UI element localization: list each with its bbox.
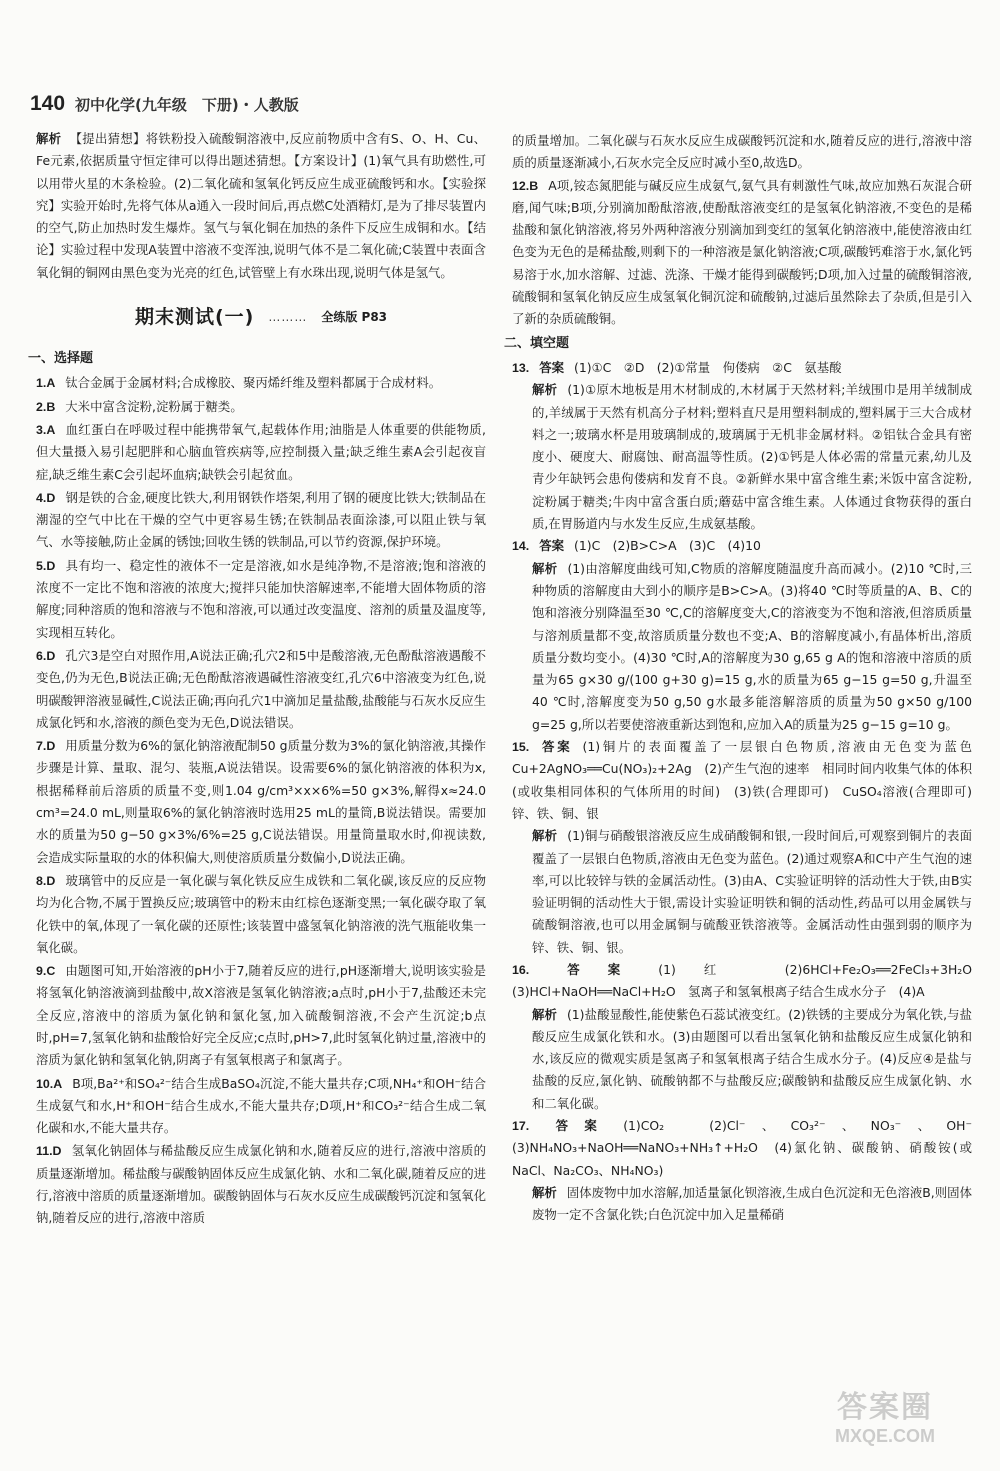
explanation-text: (1)由溶解度曲线可知,C物质的溶解度随温度升高而减小。(2)10 ℃时,三种物质的溶解度由大到小的顺序是B>C>A。(3)将40 ℃时等质量的A、B、C的饱和溶液分别降温至30 ℃,C的溶解度变大,C的溶液变为不饱和溶液,但溶质质量与溶剂质量都不变,故溶质质量分数也不变;A、B的溶解度减小,有晶体析出,溶质质量分数均变小。(4)30 ℃时,A的溶解度为30 g,65 g A的饱和溶液中溶质的质量为65 g×30 g/(100 g+30 g)=15 g,水的质量为65 g−15 g=50 g,升温至40 ℃时,溶解度变为50 g,50 g水最多能溶解溶质的质量为50 g×50 g/100 g=25 g,所以若要使溶液重新达到饱和,应加入A的质量为25 g−15 g=10 g。 xyxy=(532,560,973,732)
question-13 xyxy=(512,357,972,535)
intro-text: 【提出猜想】将铁粉投入硫酸铜溶液中,反应前物质中含有S、O、H、Cu、Fe元素,依据质量守恒定律可以得出题述猜想。【方案设计】(1)氧气具有助燃性,可以用带火星的木条检验。(2)二氧化硫和氢氧化钙反应生成亚硫酸钙和水。【实验探究】实验开始时,先将气体从a通入一段时间后,再点燃C处酒精灯,是为了排尽装置内的空气,防止加热时发生爆炸。氢气与氧化铜在加热的条件下反应生成铜和水。【结论】实验过程中发现A装置中溶液不变浑浊,说明气体不是二氧化硫;C装置中表面含氧化铜的铜网由黑色变为光亮的红色,试管壁上有水珠出现,说明气体是氢气。 xyxy=(36,131,486,280)
answer-text: (1)铜片的表面覆盖了一层银白色物质,溶液由无色变为蓝色 Cu+2AgNO₃══Cu(NO₃)₂+2Ag (2)产生气泡的速率 相同时间内收集气体的体积(或收集相同体积的气体所用的时间) (3)铁(合理即可) CuSO₄溶液(合理即可) 锌、铁、铜、银 xyxy=(512,739,985,821)
answer-label: 答案 xyxy=(539,538,565,554)
answer-label: 答案 xyxy=(539,1118,614,1134)
section-title-choice: 一、选择题 xyxy=(28,351,94,367)
list-item xyxy=(512,175,972,331)
explanation-label: 解析 xyxy=(532,382,558,398)
explanation-text: (1)铜与硝酸银溶液反应生成硝酸铜和银,一段时间后,可观察到铜片的表面覆盖了一层银白色物质,溶液由无色变为蓝色。(2)通过观察A和C中产生气泡的速率,可以比较锌与铁的金属活动性。(3)由A、C实验证明锌的活动性大于铁,由B实验证明铜的活动性大于银,需设计实验证明铁和铜的活动性,药品可以用金属铁与硫酸铜溶液,也可以用金属铜与硫酸亚铁溶液等。金属活动性由强到弱的顺序为锌、铁、铜、银。 xyxy=(532,828,973,955)
explanation-line xyxy=(512,1182,972,1227)
answer-label: 答案 xyxy=(539,961,649,977)
list-item xyxy=(36,487,486,554)
item-number: 1.A xyxy=(36,376,56,391)
answer-text: (1)C (2)B>C>A (3)C (4)10 xyxy=(574,538,761,554)
intro-lead: 解析 xyxy=(36,131,62,146)
answer-line xyxy=(512,736,985,825)
item-text: 大米中富含淀粉,淀粉属于糖类。 xyxy=(65,398,243,414)
answer-line xyxy=(512,535,972,557)
item-text: 玻璃管中的反应是一氧化碳与氧化铁反应生成铁和二氧化碳,该反应的反应物均为化合物,不属于置换反应;玻璃管中的粉末由红棕色逐渐变黑;一氧化碳夺取了氧化铁中的氧,体现了一氧化碳的还原性;该装置中盛氢氧化钠溶液的洗气瓶能收集一氧化碳。 xyxy=(36,872,486,955)
right-column xyxy=(504,130,985,1227)
item-number: 4.D xyxy=(36,490,56,505)
item-number: 8.D xyxy=(36,873,56,888)
item-number: 16. xyxy=(512,962,530,977)
explanation-text: 固体废物中加水溶解,加适量氯化钡溶液,生成白色沉淀和无色溶液B,则固体废物一定不含氯化铁;白色沉淀中加入足量稀硝 xyxy=(532,1184,972,1223)
item-number: 5.D xyxy=(36,558,56,573)
question-17 xyxy=(512,1115,985,1226)
list-item xyxy=(36,372,486,394)
explanation-label: 解析 xyxy=(532,828,558,844)
answer-label: 答案 xyxy=(539,739,573,755)
left-column xyxy=(28,128,487,1231)
watermark-domain: MXQE.COM xyxy=(834,1425,935,1446)
list-item xyxy=(36,419,486,486)
item-text: 钢是铁的合金,硬度比铁大,利用钢铁作塔架,利用了钢的硬度比铁大;铁制品在潮湿的空气中比在干燥的空气中更容易生锈;在铁制品表面涂漆,可以阻止铁与氧气、水等接触,防止金属的锈蚀;回收生锈的铁制品,可以节约资源,保护环境。 xyxy=(36,489,486,550)
answer-text: (1)①C ②D (2)①常量 佝偻病 ②C 氨基酸 xyxy=(574,359,842,375)
list-item xyxy=(36,1073,486,1140)
watermark-text: 答案圈 xyxy=(837,1389,933,1425)
answer-line xyxy=(512,357,972,379)
exam-title: 期末测试(一) xyxy=(134,305,255,328)
list-item xyxy=(36,870,486,959)
answer-text: (1)CO₂ (2)Cl⁻、CO₃²⁻、NO₃⁻、OH⁻ (3)NH₄NO₃+NaOH══NaNO₃+NH₃↑+H₂O (4)氯化钠、碳酸钠、硝酸铵(或NaCl、Na₂CO₃、NH₄NO₃) xyxy=(512,1118,985,1178)
item-text: 用质量分数为6%的氯化钠溶液配制50 g质量分数为3%的氯化钠溶液,其操作步骤是计算、量取、混匀、装瓶,A说法错误。设需要6%的氯化钠溶液的体积为x,根据稀释前后溶质的质量不变,则1.04 g/cm³×x×6%=50 g×3%,解得x≈24.0 cm³=24.0 mL,则量取6%的氯化钠溶液时选用25 mL的量筒,B说法错误。需要加水的质量为50 g−50 g×3%/6%=25 g,C说法错误。用量筒量取水时,仰视读数,会造成实际量取的水的体积偏大,则使溶质质量分数偏小,D说法正确。 xyxy=(36,738,486,865)
item-number: 14. xyxy=(512,539,530,554)
item-number: 11.D xyxy=(36,1144,62,1159)
page-header xyxy=(30,92,299,118)
item-number: 9.C xyxy=(36,964,56,979)
exam-reference: 全练版 P83 xyxy=(321,309,388,324)
item-text: 由题图可知,开始溶液的pH小于7,随着反应的进行,pH逐渐增大,说明该实验是将氢氧化钠溶液滴到盐酸中,故X溶液是氢氧化钠溶液;a点时,pH小于7,盐酸还未完全反应,溶液中的溶质为氯化钠和氯化氢,加入硫酸铜溶液,不会产生沉淀;b点时,pH=7,氢氧化钠和盐酸恰好完全反应;c点时,pH>7,此时氢氧化钠过量,溶液中的溶质为氯化钠和氢氧化钠,阴离子有氢氧根离子和氯离子。 xyxy=(36,963,486,1068)
page-number: 140 xyxy=(30,92,66,115)
item-number: 6.D xyxy=(36,648,56,663)
item-text: B项,Ba²⁺和SO₄²⁻结合生成BaSO₄沉淀,不能大量共存;C项,NH₄⁺和OH⁻结合生成氨气和水,H⁺和OH⁻结合生成水,不能大量共存;D项,H⁺和CO₃²⁻结合生成二氧化碳和水,不能大量共存。 xyxy=(36,1075,486,1136)
intro-paragraph xyxy=(36,128,486,284)
title-dots: ……… xyxy=(268,309,308,324)
explanation-line xyxy=(512,558,972,736)
explanation-text: (1)盐酸显酸性,能使紫色石蕊试液变红。(2)铁锈的主要成分为氧化铁,与盐酸反应生成氯化铁和水。(3)由题图可以看出氢氧化钠和盐酸反应生成氯化钠和水,该反应的微观实质是氢离子和氢氧根离子结合生成水分子。(4)反应④是盐与盐酸的反应,氯化钠、硫酸钠都不与盐酸反应;碳酸钠和盐酸反应生成氯化钠、水和二氧化碳。 xyxy=(532,1006,972,1111)
item-text: 血红蛋白在呼吸过程中能携带氧气,起载体作用;油脂是人体重要的供能物质,但大量摄入易引起肥胖和心脑血管疾病等,应控制摄入量;缺乏维生素A会引起夜盲症,缺乏维生素C会引起坏血病;缺铁会引起贫血。 xyxy=(36,421,486,482)
book-title: 初中化学(九年级 下册)・人教版 xyxy=(75,96,299,114)
watermark-logo xyxy=(800,1379,970,1449)
answer-text: (1)红 (2)6HCl+Fe₂O₃══2FeCl₃+3H₂O (3)HCl+NaOH══NaCl+H₂O 氢离子和氢氧根离子结合生成水分子 (4)A xyxy=(512,961,985,1000)
item-text: 钛合金属于金属材料;合成橡胶、聚丙烯纤维及塑料都属于合成材料。 xyxy=(65,375,442,391)
explanation-label: 解析 xyxy=(532,560,558,576)
list-item xyxy=(36,1140,486,1229)
list-item xyxy=(36,735,486,869)
explanation-label: 解析 xyxy=(532,1006,557,1022)
continuation-text: 的质量增加。二氧化碳与石灰水反应生成碳酸钙沉淀和水,随着反应的进行,溶液中溶质的质量逐渐减小,石灰水完全反应时减小至0,故选D。 xyxy=(512,133,972,171)
item-number: 3.A xyxy=(36,422,56,437)
question-16 xyxy=(512,959,985,1115)
item-number: 17. xyxy=(512,1119,530,1134)
list-item xyxy=(36,960,486,1071)
item-number: 12.B xyxy=(512,178,539,193)
item-text: 孔穴3是空白对照作用,A说法正确;孔穴2和5中是酸溶液,无色酚酞溶液遇酸不变色,仍为无色,B说法正确;无色酚酞溶液遇碱性溶液变红,孔穴6中溶液变为红色,说明碳酸钾溶液显碱性,C说法正确;再向孔穴1中滴加足量盐酸,盐酸能与石灰水反应生成氯化钙和水,溶液的颜色变为无色,D说法错误。 xyxy=(36,647,486,730)
question-15 xyxy=(512,736,985,959)
explanation-text: (1)①原木地板是用木材制成的,木材属于天然材料;羊绒围巾是用羊绒制成的,羊绒属于天然有机高分子材料;塑料直尺是用塑料制成的,塑料属于三大合成材料之一;玻璃水杯是用玻璃制成的,玻璃属于无机非金属材料。②铝钛合金具有密度小、硬度大、耐腐蚀、耐高温等性质。(2)①钙是人体必需的常量元素,幼儿及青少年缺钙会患佝偻病和发育不良。②新鲜水果中富含维生素;米饭中富含淀粉,淀粉属于糖类;牛肉中富含蛋白质;蘑菇中富含维生素。人体通过食物获得的蛋白质,在胃肠道内与水发生反应,生成氨基酸。 xyxy=(532,382,973,532)
item-number: 13. xyxy=(512,360,530,375)
explanation-line xyxy=(512,825,972,959)
item-number: 10.A xyxy=(36,1076,63,1091)
explanation-label: 解析 xyxy=(532,1184,557,1200)
answer-line xyxy=(512,959,985,1004)
item-text: A项,铵态氮肥能与碱反应生成氨气,氨气具有刺激性气味,故应加熟石灰混合研磨,闻气味;B项,分别滴加酚酞溶液,使酚酞溶液变红的是氢氧化钠溶液,不变色的是稀盐酸和氯化钠溶液,将另外两种溶液分别滴加到变红的氢氧化钠溶液中,能使溶液由红色变为无色的是稀盐酸,则剩下的一种溶液是氯化钠溶液;C项,碳酸钙难溶于水,氯化钙易溶于水,加水溶解、过滤、洗涤、干燥才能得到碳酸钙;D项,加入过量的硫酸铜溶液,硫酸铜和氢氧化钠反应生成氢氧化铜沉淀和硫酸钠,过滤后虽然除去了杂质,但是引入了新的杂质硫酸铜。 xyxy=(512,177,972,327)
section-title-fill: 二、填空题 xyxy=(504,335,570,351)
list-item xyxy=(36,555,486,644)
explanation-line xyxy=(512,379,972,535)
item-text: 氢氧化钠固体与稀盐酸反应生成氯化钠和水,随着反应的进行,溶液中溶质的质量逐渐增加。稀盐酸与碳酸钠固体反应生成氯化钠、水和二氧化碳,随着反应的进行,溶液中溶质的质量逐渐增加。碳酸钠固体与石灰水反应生成碳酸钙沉淀和氢氧化钠,随着反应的进行,溶液中溶质 xyxy=(36,1143,487,1226)
exam-title-row xyxy=(36,290,486,344)
question-14 xyxy=(512,535,972,736)
explanation-line xyxy=(512,1004,972,1115)
answer-label: 答案 xyxy=(539,359,565,375)
list-item xyxy=(36,645,486,734)
item-number: 7.D xyxy=(36,739,56,754)
list-item xyxy=(36,396,486,418)
item-number: 2.B xyxy=(36,399,56,414)
item-text: 具有均一、稳定性的液体不一定是溶液,如水是纯净物,不是溶液;饱和溶液的浓度不一定比不饱和溶液的浓度大;搅拌只能加快溶解速率,不能增大固体物质的溶解度;同种溶质的饱和溶液与不饱和溶液,可以通过改变温度、溶剂的质量及温度等,实现相互转化。 xyxy=(36,557,486,640)
answer-line xyxy=(512,1115,985,1182)
item-number: 15. xyxy=(512,740,530,755)
